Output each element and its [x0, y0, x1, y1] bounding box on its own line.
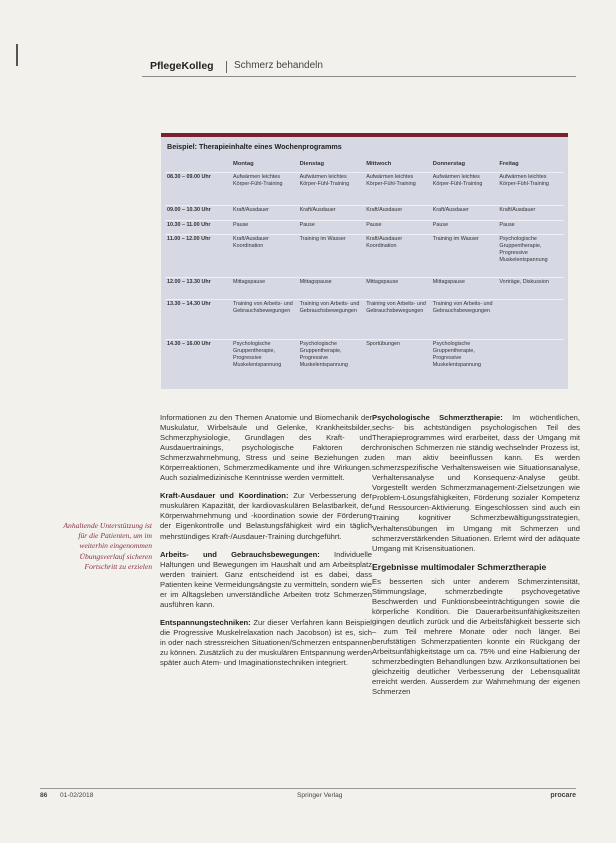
table-row — [165, 234, 564, 277]
paragraph-text: Zur Verbesserung der muskulären Kapazität, der kardiovaskulären Belastbarkeit, der Körperwahrnehmung und -koordination sowie der Förderung der Eigenkontrolle und Belastungsfähigkeit wird ein täglich mehrstündiges Kraft-/Ausdauer-Training durchgeführt. — [160, 491, 372, 541]
journal-name: procare — [550, 792, 576, 799]
table-cell: Kraft/Ausdauer — [298, 205, 365, 220]
table-cell: Aufwärmen leichtes Körper-Fühl-Training — [364, 172, 431, 205]
table-cell: Training von Arbeits- und Gebrauchsbewegungen — [431, 299, 498, 339]
time-cell: 10.30 – 11.00 Uhr — [165, 220, 231, 234]
page-number: 86 — [40, 792, 48, 799]
table-cell: Mittagspause — [231, 277, 298, 299]
table-cell: Training von Arbeits- und Gebrauchsbewegungen — [364, 299, 431, 339]
table-cell: Aufwärmen leichtes Körper-Fühl-Training — [431, 172, 498, 205]
table-cell: Mittagspause — [364, 277, 431, 299]
table-cell: Kraft/Ausdauer — [364, 205, 431, 220]
table-cell: Aufwärmen leichtes Körper-Fühl-Training — [298, 172, 365, 205]
paragraph-text: Im wöchentlichen, sechs- bis achtstündigen psychologischen Teil des Therapieprogrammes wird erarbeitet, dass der Umgang mit chronischen Schmerzen nie ständig wechselnder Prozess ist, den man aktiv beeinflussen kann. Es werden schmerzspezifische Verhaltensweisen wie Situationsanalyse, Verhaltensanalyse und Konsequenz-Analyse geübt. Vorgestellt werden Schmerzmanagement-Zielsetzungen wie Problem-Lösungsfähigkeiten, Förderung sozialer Kompetenz und Ressourcen-Aktivierung. Eingeschlossen sind auch ein Training kognitiver Schmerzbewältigungsstrategien, Verhaltensübungen im Umgang mit Schmerzen und schmerzverstärkenden Situationen. Erlernt wird der adäquate Umgang mit Krisensituationen. — [372, 413, 581, 553]
table-title: Beispiel: Therapieinhalte eines Wochenprogramms — [167, 142, 342, 151]
header-section: Schmerz behandeln — [234, 60, 323, 71]
day-header: Freitag — [499, 161, 519, 167]
left-text-column — [160, 413, 372, 676]
time-cell: 13.30 – 14.30 Uhr — [165, 299, 231, 339]
right-text-column — [372, 413, 580, 705]
paragraph — [160, 491, 372, 541]
paragraph-text: Zur dieser Verfahren kann Beispiel die Progressive Muskelrelaxation nach Jacobson) ist es, sich in oder nach stressreichen Situationen/Schmerzen entspannen zu können. Zusätzlich zu der muskulären Entspannung werden später auch Atem- und Imaginationstechniken integriert. — [160, 617, 372, 668]
paragraph-text: Individuelle Haltungen und Bewegungen im Haushalt und am Arbeitsplatz werden trainiert. Ganz entscheidend ist es dabei, dass Patienten keine Vermeidungsängste zu vermitteln, sondern wie er im Alltagsleben unverständliche Arbeiten trotz Schmerzen ausführen kann. — [160, 549, 373, 609]
table-row — [165, 205, 564, 220]
table-cell: Psychologische Gruppentherapie, Progressive Muskelentspannung — [497, 234, 564, 277]
table-cell: Pause — [231, 220, 298, 234]
table-row — [165, 339, 564, 379]
binding-mark — [16, 44, 18, 66]
table-cell: Kraft/Ausdauer — [431, 205, 498, 220]
time-cell: 14.30 – 16.00 Uhr — [165, 339, 231, 379]
time-cell: 12.00 – 13.30 Uhr — [165, 277, 231, 299]
table-cell: Kraft/Ausdauer Koordination — [364, 234, 431, 277]
day-header: Montag — [233, 161, 254, 167]
table-cell: Psychologische Gruppentherapie, Progressive Muskelentspannung — [298, 339, 365, 379]
day-header: Donnerstag — [432, 161, 465, 167]
issue-date: 01-02/2018 — [60, 792, 94, 799]
day-header: Mittwoch — [366, 161, 392, 167]
margin-quote: Anhaltende Unterstützung ist für die Patienten, um im weiterhin eingenommen Übungsverlauf sicheren Fortschritt zu erzielen — [63, 521, 152, 571]
time-cell: 11.00 – 12.00 Uhr — [165, 234, 231, 277]
table-header-row — [165, 159, 564, 172]
running-header — [142, 60, 576, 76]
header-rule — [142, 76, 576, 77]
page-footer — [40, 792, 576, 804]
intro-paragraph: Informationen zu den Themen Anatomie und Biomechanik der Muskulatur, Wirbelsäule und Gelenke, Krankheitsbilder, Schmerzphysiologie, Grundlagen des Kraft- und Ausdauertrainings, psychologische Faktoren der Schmerzwahrnehmung, Stress und seine Beziehungen zu Körperreaktionen, Schmerzmedikamente und ihre Wirkungen. Auch sozialmedizinische Kenntnisse werden vermittelt. — [160, 413, 372, 483]
table-cell: Pause — [497, 220, 564, 234]
paragraph — [160, 550, 372, 610]
table-row — [165, 277, 564, 299]
table-cell: Training im Wasser — [431, 234, 498, 277]
table-cell: Training von Arbeits- und Gebrauchsbewegungen — [231, 299, 298, 339]
table-cell — [497, 299, 564, 339]
table-row — [165, 172, 564, 205]
table-corner — [165, 159, 231, 172]
table-row — [165, 220, 564, 234]
weekly-program-box — [161, 133, 568, 389]
paragraph-heading: Psychologische Schmerztherapie: — [372, 413, 503, 422]
results-paragraph: Es besserten sich unter anderem Schmerzintensität, Stimmungslage, schmerzbedingte psychovegetative Beschwerden und Funktionsbeeinträchtigungen sowie die körperliche Kondition. Die Dauerarbeitsunfähigkeitszeiten gingen deutlich zurück und die Arbeitsfähigkeit besserte sich – zum Teil mehrere Monate oder noch länger. Bei berufstätigen Schmerzpatienten konnte ein Rückgang der Arbeitsunfähigkeitstage um ca. 75% und eine Halbierung der schmerzbedingten Behandlungen bzw. Arztkonsultationen bei gleichzeitig deutlicher Verbesserung der Lebensqualität erreicht werden. Ausserdem zur Wahrnehmung der eigenen Schmerzen — [372, 576, 580, 697]
table-cell: Pause — [298, 220, 365, 234]
table-cell: Psychologische Gruppentherapie, Progressive Muskelentspannung — [431, 339, 498, 379]
weekly-program-table — [165, 159, 564, 379]
paragraph-heading: Arbeits- und Gebrauchsbewegungen: — [160, 549, 320, 559]
paragraph — [160, 618, 372, 668]
paragraph — [372, 413, 580, 554]
section-heading: Ergebnisse multimodaler Schmerztherapie — [372, 561, 547, 572]
table-cell: Aufwärmen leichtes Körper-Fühl-Training — [497, 172, 564, 205]
day-header: Dienstag — [299, 161, 325, 167]
publisher: Springer Verlag — [297, 792, 343, 799]
time-cell: 08.30 – 09.00 Uhr — [165, 172, 231, 205]
table-cell: Sportübungen — [364, 339, 431, 379]
paragraph-heading: Kraft-Ausdauer und Koordination: — [160, 491, 289, 501]
table-cell: Training im Wasser — [298, 234, 365, 277]
paragraph-heading: Entspannungstechniken: — [160, 617, 251, 627]
table-cell: Mittagspause — [431, 277, 498, 299]
table-cell: Psychologische Gruppentherapie, Progressive Muskelentspannung — [231, 339, 298, 379]
table-cell: Aufwärmen leichtes Körper-Fühl-Training — [231, 172, 298, 205]
table-cell: Mittagspause — [298, 277, 365, 299]
table-cell: Kraft/Ausdauer — [231, 205, 298, 220]
footer-rule — [40, 788, 576, 789]
table-row — [165, 299, 564, 339]
table-cell: Pause — [364, 220, 431, 234]
table-cell — [497, 339, 564, 379]
header-separator — [226, 61, 227, 73]
table-cell: Training von Arbeits- und Gebrauchsbewegungen — [298, 299, 365, 339]
table-cell: Kraft/Ausdauer — [497, 205, 564, 220]
time-cell: 09.00 – 10.30 Uhr — [165, 205, 231, 220]
table-cell: Pause — [431, 220, 498, 234]
header-brand: PflegeKolleg — [150, 60, 214, 72]
table-cell: Vorträge, Diskussion — [497, 277, 564, 299]
table-cell: Kraft/Ausdauer Koordination — [231, 234, 298, 277]
